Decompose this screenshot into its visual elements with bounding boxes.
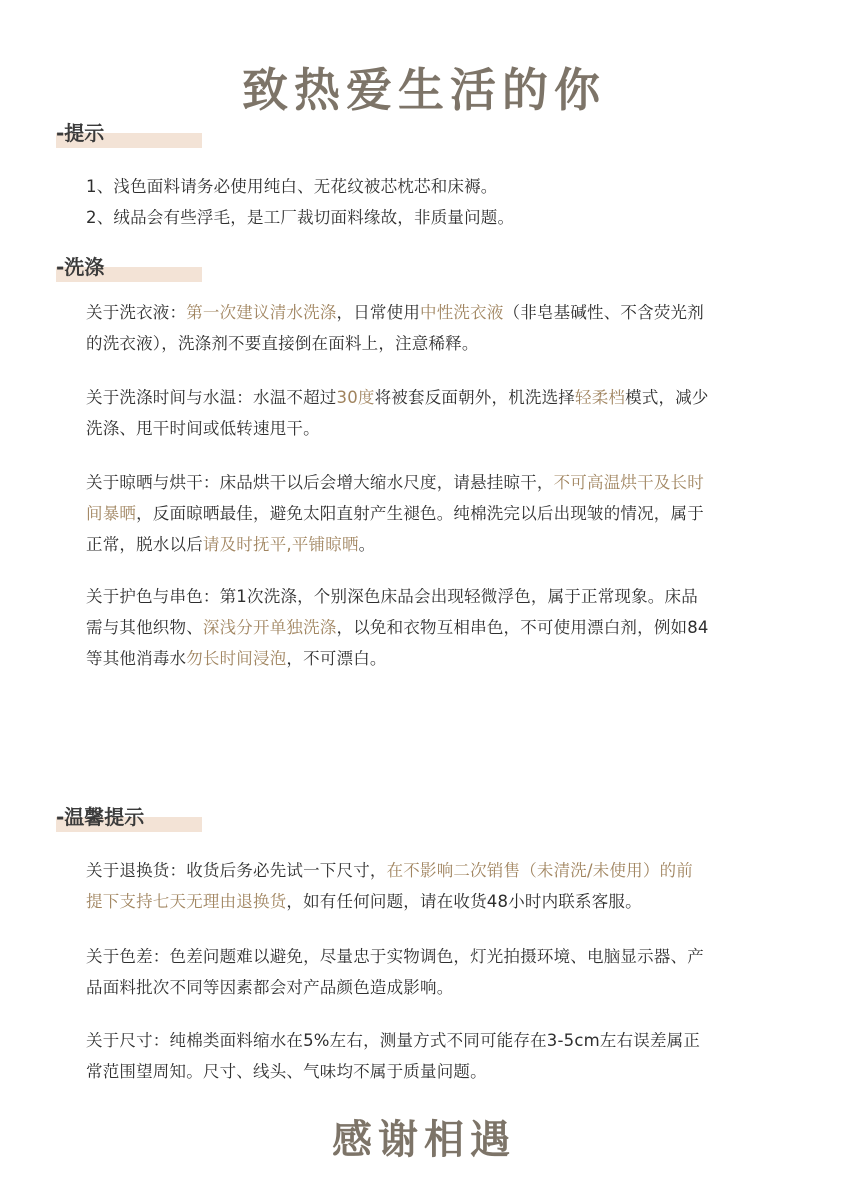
highlight-text: 轻柔档 bbox=[575, 388, 626, 407]
page-title: 致热爱生活的你 bbox=[242, 63, 606, 117]
text-span: 关于洗衣液： bbox=[86, 303, 187, 322]
paragraph-line: 关于色差：色差问题难以避免，尽量忠于实物调色，灯光拍摄环境、电脑显示器、产 bbox=[86, 947, 704, 966]
paragraph-drying bbox=[86, 467, 802, 560]
tips-list bbox=[86, 171, 802, 233]
text-span: ，不可漂白。 bbox=[286, 649, 387, 668]
text-span: （非皂基碱性、不含荧光剂 bbox=[503, 303, 704, 322]
footer-title: 感谢相遇 bbox=[332, 1117, 516, 1163]
paragraph-line: 常范围望周知。尺寸、线头、气味均不属于质量问题。 bbox=[86, 1062, 487, 1081]
paragraph-line bbox=[86, 855, 802, 886]
text-span: ，以免和衣物互相串色，不可使用漂白剂，例如84 bbox=[336, 618, 709, 637]
paragraph-line bbox=[86, 498, 802, 529]
highlight-text: 间暴晒 bbox=[86, 504, 137, 523]
tip-item: 2、绒品会有些浮毛，是工厂裁切面料缘故，非质量问题。 bbox=[86, 208, 515, 227]
text-span: 模式，减少 bbox=[625, 388, 709, 407]
paragraph-line bbox=[86, 382, 802, 413]
highlight-text: 中性洗衣液 bbox=[420, 303, 504, 322]
highlight-text: 请及时抚平,平铺晾晒 bbox=[202, 535, 359, 554]
paragraph-line bbox=[86, 612, 802, 643]
paragraph-time-temperature bbox=[86, 382, 802, 444]
paragraph-size bbox=[86, 1025, 802, 1087]
highlight-text: 不可高温烘干及长时 bbox=[553, 473, 704, 492]
paragraph-line: 洗涤、甩干时间或低转速甩干。 bbox=[86, 419, 320, 438]
paragraph-returns bbox=[86, 855, 802, 917]
section-heading-washing bbox=[56, 256, 202, 282]
paragraph-line bbox=[86, 529, 802, 560]
highlight-text: 提下支持七天无理由退换货 bbox=[86, 892, 287, 911]
highlight-text: 30度 bbox=[336, 388, 375, 407]
text-span: 。 bbox=[358, 535, 376, 554]
highlight-text: 深浅分开单独洗涤 bbox=[202, 618, 337, 637]
paragraph-color-protection bbox=[86, 581, 802, 674]
text-span: 正常，脱水以后 bbox=[86, 535, 203, 554]
paragraph-detergent bbox=[86, 297, 802, 359]
paragraph-line bbox=[86, 643, 802, 674]
text-span: 关于洗涤时间与水温：水温不超过 bbox=[86, 388, 337, 407]
tip-item: 1、浅色面料请务必使用纯白、无花纹被芯枕芯和床褥。 bbox=[86, 177, 498, 196]
text-span: ，反面晾晒最佳，避免太阳直射产生褪色。纯棉洗完以后出现皱的情况，属于 bbox=[136, 504, 704, 523]
paragraph-line: 关于尺寸：纯棉类面料缩水在5%左右，测量方式不同可能存在3-5cm左右误差属正 bbox=[86, 1031, 701, 1050]
section-heading-label: -提示 bbox=[56, 121, 105, 145]
section-heading-tips bbox=[56, 122, 202, 148]
highlight-text: 第一次建议清水洗涤 bbox=[186, 303, 337, 322]
text-span: 关于退换货：收货后务必先试一下尺寸， bbox=[86, 861, 387, 880]
text-span: ，如有任何问题，请在收货48小时内联系客服。 bbox=[286, 892, 642, 911]
highlight-text: 勿长时间浸泡 bbox=[186, 649, 287, 668]
text-span: 需与其他织物、 bbox=[86, 618, 203, 637]
highlight-text: 在不影响二次销售（未清洗/未使用）的前 bbox=[386, 861, 693, 880]
text-span: 关于晾晒与烘干：床品烘干以后会增大缩水尺度，请悬挂晾干， bbox=[86, 473, 554, 492]
text-span: ，日常使用 bbox=[336, 303, 421, 322]
paragraph-line bbox=[86, 297, 802, 328]
text-span: 将被套反面朝外，机洗选择 bbox=[374, 388, 576, 407]
paragraph-line: 品面料批次不同等因素都会对产品颜色造成影响。 bbox=[86, 978, 454, 997]
paragraph-line: 关于护色与串色：第1次洗涤，个别深色床品会出现轻微浮色，属于正常现象。床品 bbox=[86, 587, 698, 606]
paragraph-line: 的洗衣液），洗涤剂不要直接倒在面料上，注意稀释。 bbox=[86, 334, 479, 353]
text-span: 等其他消毒水 bbox=[86, 649, 187, 668]
section-heading-label: -温馨提示 bbox=[56, 805, 145, 829]
section-heading-label: -洗涤 bbox=[56, 255, 105, 279]
paragraph-chromatic-aberration bbox=[86, 941, 802, 1003]
section-heading-warm-tips bbox=[56, 806, 202, 832]
paragraph-line bbox=[86, 886, 802, 917]
paragraph-line bbox=[86, 467, 802, 498]
